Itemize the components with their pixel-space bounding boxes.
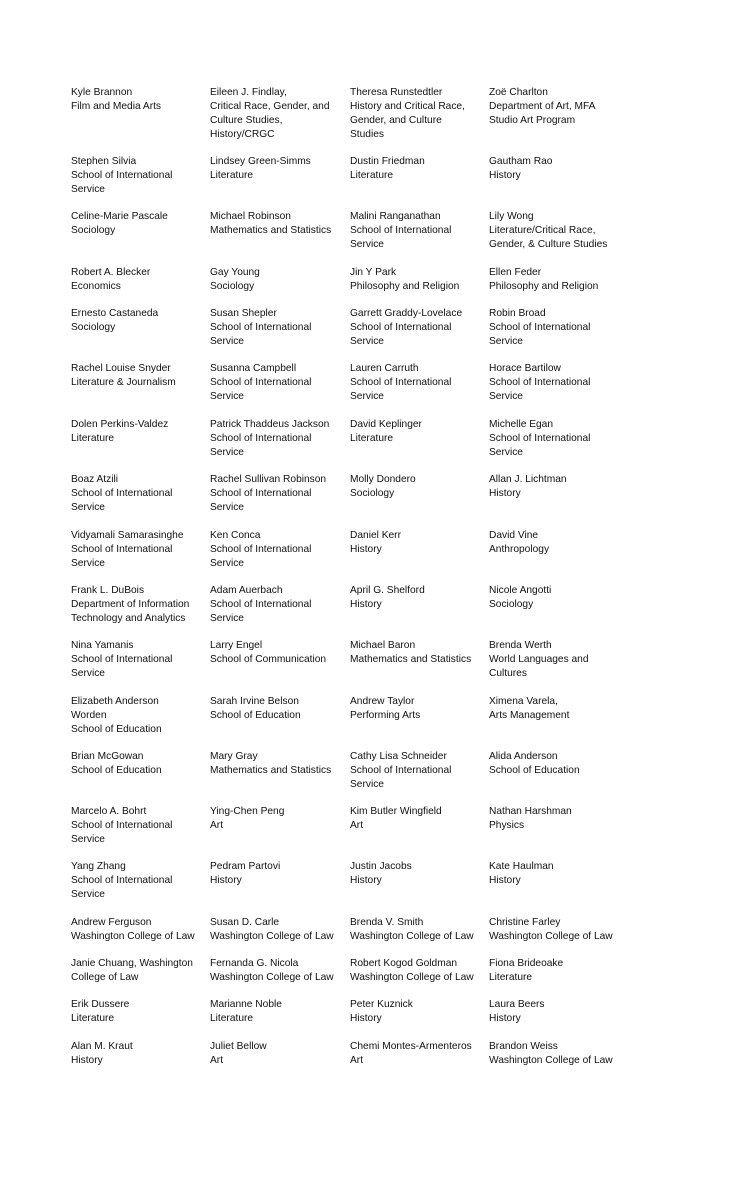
signatory-affiliation-line: Washington College of Law — [489, 931, 613, 942]
signatory-name: Zoë Charlton — [489, 87, 548, 98]
signatory-affiliation-line: History and Critical Race, — [350, 101, 465, 112]
signatory-name: Andrew Taylor — [350, 696, 415, 707]
signatory-entry — [350, 805, 484, 833]
signatory-affiliation-line: Literature — [350, 433, 394, 444]
signatory-entry — [350, 307, 484, 349]
signatory-entry — [350, 998, 484, 1026]
signatory-name: Ken Conca — [210, 530, 261, 541]
signatory-affiliation-line: School of International — [71, 488, 173, 499]
signatory-affiliation-line: Service — [350, 239, 384, 250]
signatory-name: Nicole Angotti — [489, 585, 552, 596]
signatory-affiliation-line: School of International — [71, 544, 173, 555]
signatory-entry — [489, 1040, 623, 1068]
signatory-name: Daniel Kerr — [350, 530, 401, 541]
signatory-name: Patrick Thaddeus Jackson — [210, 419, 330, 430]
signatory-affiliation-line: Washington College of Law — [350, 931, 474, 942]
signatory-affiliation-line: School of International — [210, 488, 312, 499]
signatory-affiliation-line: Sociology — [210, 281, 255, 292]
signatory-affiliation-line: Performing Arts — [350, 710, 421, 721]
signatory-entry — [210, 473, 344, 515]
signatory-entry — [71, 362, 205, 390]
signatory-affiliation-line: School of International — [350, 225, 452, 236]
signatory-affiliation-line: Literature — [489, 972, 533, 983]
signatory-entry — [350, 418, 484, 446]
signatory-name: Brenda Werth — [489, 640, 552, 651]
signatory-affiliation-line: College of Law — [71, 972, 139, 983]
signatory-name: David Vine — [489, 530, 539, 541]
signatory-affiliation-line: School of International — [350, 765, 452, 776]
signatory-affiliation-line: Service — [210, 502, 244, 513]
signatory-entry — [489, 266, 623, 294]
signatory-entry — [489, 805, 623, 833]
signatory-entry — [71, 155, 205, 197]
signatory-affiliation-line: Philosophy and Religion — [489, 281, 599, 292]
signatory-affiliation-line: Service — [71, 184, 105, 195]
signatory-name: Dolen Perkins-Valdez — [71, 419, 169, 430]
signatory-affiliation-line: School of International — [71, 820, 173, 831]
signatory-affiliation-line: Worden — [71, 710, 107, 721]
signatory-entry — [71, 584, 205, 626]
signatory-entry — [210, 750, 344, 778]
signatory-affiliation-line: Washington College of Law — [210, 972, 334, 983]
signatory-name: Ernesto Castaneda — [71, 308, 159, 319]
signatory-name: Robin Broad — [489, 308, 546, 319]
signatory-name: Adam Auerbach — [210, 585, 283, 596]
signatory-name: Michael Baron — [350, 640, 416, 651]
signatory-entry — [489, 418, 623, 460]
signatory-affiliation-line: Service — [210, 391, 244, 402]
signatory-entry — [210, 639, 344, 667]
signatory-affiliation-line: Gender, & Culture Studies — [489, 239, 608, 250]
signatory-entry — [210, 266, 344, 294]
signatory-affiliation-line: Cultures — [489, 668, 527, 679]
signatory-entry — [489, 584, 623, 612]
signatory-entry — [489, 998, 623, 1026]
signatory-affiliation-line: Washington College of Law — [350, 972, 474, 983]
signatory-entry — [210, 155, 344, 183]
signatory-name: Gay Young — [210, 267, 260, 278]
signatory-entry — [71, 639, 205, 681]
signatory-affiliation-line: Sociology — [350, 488, 395, 499]
signatory-name: Stephen Silvia — [71, 156, 137, 167]
signatory-name: Alan M. Kraut — [71, 1041, 133, 1052]
signatory-affiliation-line: Service — [489, 336, 523, 347]
signatory-affiliation-line: Service — [71, 834, 105, 845]
signatory-affiliation-line: School of Education — [71, 724, 162, 735]
signatory-entry — [350, 695, 484, 723]
signatory-name: Brenda V. Smith — [350, 917, 424, 928]
signatory-entry — [489, 307, 623, 349]
signatory-affiliation-line: Department of Information — [71, 599, 190, 610]
signatory-affiliation-line: Service — [71, 668, 105, 679]
signatory-affiliation-line: School of International — [71, 654, 173, 665]
signatory-affiliation-line: Service — [210, 336, 244, 347]
signatory-entry — [350, 860, 484, 888]
signatory-affiliation-line: School of Education — [489, 765, 580, 776]
signatory-entry — [489, 155, 623, 183]
signatory-entry — [71, 473, 205, 515]
signatory-name: Michael Robinson — [210, 211, 291, 222]
signatory-entry — [489, 750, 623, 778]
signatory-name: April G. Shelford — [350, 585, 425, 596]
signatory-affiliation-line: Technology and Analytics — [71, 613, 186, 624]
signatory-entry — [71, 529, 205, 571]
signatory-entry — [489, 86, 623, 128]
signatory-entry — [489, 473, 623, 501]
signatory-name: Yang Zhang — [71, 861, 126, 872]
signatory-name: Peter Kuznick — [350, 999, 413, 1010]
signatory-name: Eileen J. Findlay, — [210, 87, 287, 98]
signatory-entry — [71, 86, 205, 114]
signatory-name: Lily Wong — [489, 211, 534, 222]
signatory-name: Robert Kogod Goldman — [350, 958, 458, 969]
signatory-affiliation-line: Art — [210, 1055, 224, 1066]
signatory-affiliation-line: History — [489, 1013, 521, 1024]
signatory-affiliation-line: School of Communication — [210, 654, 327, 665]
signatory-name: Vidyamali Samarasinghe — [71, 530, 184, 541]
signatory-affiliation-line: History/CRGC — [210, 129, 275, 140]
signatory-affiliation-line: Studies — [350, 129, 384, 140]
signatory-entry — [71, 1040, 205, 1068]
signatory-name: Nina Yamanis — [71, 640, 134, 651]
signatory-name: Frank L. DuBois — [71, 585, 145, 596]
signatory-name: Michelle Egan — [489, 419, 553, 430]
signatory-name: Dustin Friedman — [350, 156, 425, 167]
signatory-name: Susan D. Carle — [210, 917, 280, 928]
signatory-affiliation-line: History — [350, 544, 382, 555]
signatory-entry — [489, 639, 623, 681]
signatory-affiliation-line: Service — [350, 391, 384, 402]
signatory-name: Sarah Irvine Belson — [210, 696, 299, 707]
signatory-name: Theresa Runstedtler — [350, 87, 443, 98]
signatory-name: Robert A. Blecker — [71, 267, 151, 278]
signatory-entry — [210, 86, 344, 142]
signatory-affiliation-line: History — [350, 1013, 382, 1024]
signatory-name: Horace Bartilow — [489, 363, 561, 374]
signatory-affiliation-line: Department of Art, MFA — [489, 101, 596, 112]
signatory-entry — [210, 362, 344, 404]
signatory-name: Boaz Atzili — [71, 474, 118, 485]
signatory-name: Allan J. Lichtman — [489, 474, 567, 485]
signatory-name: Jin Y Park — [350, 267, 397, 278]
signatory-entry — [71, 750, 205, 778]
signatory-entry — [350, 86, 484, 142]
signatory-affiliation-line: Film and Media Arts — [71, 101, 162, 112]
signatory-entry — [210, 695, 344, 723]
signatory-affiliation-line: Service — [489, 447, 523, 458]
signatory-affiliation-line: Studio Art Program — [489, 115, 576, 126]
signatory-entry — [71, 266, 205, 294]
signatory-name: Molly Dondero — [350, 474, 416, 485]
signatory-entry — [489, 362, 623, 404]
signatory-name: Garrett Graddy-Lovelace — [350, 308, 463, 319]
signatory-affiliation-line: Service — [489, 391, 523, 402]
signatory-name: Pedram Partovi — [210, 861, 281, 872]
signatory-name: Brandon Weiss — [489, 1041, 558, 1052]
signatory-name: Juliet Bellow — [210, 1041, 267, 1052]
signatory-name: Kyle Brannon — [71, 87, 133, 98]
signatory-affiliation-line: Literature & Journalism — [71, 377, 176, 388]
signatory-name: Chemi Montes-Armenteros — [350, 1041, 472, 1052]
signatory-affiliation-line: History — [350, 875, 382, 886]
signatory-name: Rachel Louise Snyder — [71, 363, 171, 374]
signatory-entry — [210, 307, 344, 349]
signatory-entry — [71, 860, 205, 902]
signatory-entry — [71, 418, 205, 446]
signatory-affiliation-line: Sociology — [71, 225, 116, 236]
signatory-name: Nathan Harshman — [489, 806, 572, 817]
signatory-name: Malini Ranganathan — [350, 211, 441, 222]
signatory-affiliation-line: Service — [350, 336, 384, 347]
signatory-entry — [350, 1040, 484, 1068]
signatory-entry — [350, 916, 484, 944]
signatory-name: Lauren Carruth — [350, 363, 419, 374]
signatory-entry — [71, 210, 205, 238]
signatory-entry — [210, 1040, 344, 1068]
signatory-affiliation-line: Literature — [350, 170, 394, 181]
signatory-entry — [489, 695, 623, 723]
signatory-name: Marcelo A. Bohrt — [71, 806, 147, 817]
signatory-name: Ximena Varela, — [489, 696, 558, 707]
signatory-affiliation-line: Physics — [489, 820, 525, 831]
signatory-entry — [489, 529, 623, 557]
signatory-name: Marianne Noble — [210, 999, 282, 1010]
signatory-affiliation-line: Service — [350, 779, 384, 790]
signatory-entry — [489, 210, 623, 252]
signatory-entry — [210, 916, 344, 944]
signatory-affiliation-line: Service — [71, 502, 105, 513]
signatory-entry — [71, 916, 205, 944]
signatory-affiliation-line: Literature/Critical Race, — [489, 225, 596, 236]
signatory-entry — [350, 155, 484, 183]
signatory-affiliation-line: School of International — [489, 322, 591, 333]
signatory-entry — [210, 584, 344, 626]
signatory-affiliation-line: Arts Management — [489, 710, 570, 721]
signatory-affiliation-line: School of International — [210, 377, 312, 388]
signatory-name: Fiona Brideoake — [489, 958, 564, 969]
signatory-affiliation-line: Critical Race, Gender, and — [210, 101, 330, 112]
signatory-affiliation-line: Art — [210, 820, 224, 831]
signatory-name: Andrew Ferguson — [71, 917, 152, 928]
signatory-affiliation-line: Service — [71, 889, 105, 900]
signatory-affiliation-line: Service — [71, 558, 105, 569]
signatory-affiliation-line: Mathematics and Statistics — [350, 654, 472, 665]
signatory-name: Ellen Feder — [489, 267, 542, 278]
signatory-affiliation-line: School of International — [210, 544, 312, 555]
signatory-entry — [71, 957, 205, 985]
signatory-entry — [210, 418, 344, 460]
signatory-entry — [350, 529, 484, 557]
signatory-affiliation-line: Mathematics and Statistics — [210, 225, 332, 236]
signatory-affiliation-line: Literature — [71, 433, 115, 444]
signatory-affiliation-line: Culture Studies, — [210, 115, 283, 126]
signatory-affiliation-line: Washington College of Law — [489, 1055, 613, 1066]
signatory-name: Brian McGowan — [71, 751, 144, 762]
signatory-entry — [350, 362, 484, 404]
signatory-affiliation-line: School of Education — [71, 765, 162, 776]
signatory-affiliation-line: Sociology — [489, 599, 534, 610]
signatory-affiliation-line: School of International — [210, 433, 312, 444]
signatory-affiliation-line: School of International — [210, 599, 312, 610]
signatory-affiliation-line: World Languages and — [489, 654, 589, 665]
signatory-affiliation-line: History — [489, 875, 521, 886]
signatory-affiliation-line: Literature — [210, 1013, 254, 1024]
signatory-affiliation-line: School of International — [210, 322, 312, 333]
signatory-entry — [350, 266, 484, 294]
signatory-name: Janie Chuang, Washington — [71, 958, 193, 969]
signatory-name: Kate Haulman — [489, 861, 554, 872]
signatory-entry — [210, 957, 344, 985]
signatory-affiliation-line: Washington College of Law — [210, 931, 334, 942]
signatory-affiliation-line: Art — [350, 820, 364, 831]
signatory-name: Lindsey Green-Simms — [210, 156, 311, 167]
signatory-affiliation-line: Literature — [210, 170, 254, 181]
signatory-name: Alida Anderson — [489, 751, 558, 762]
signatory-name: Christine Farley — [489, 917, 561, 928]
signatory-entry — [489, 957, 623, 985]
signatory-affiliation-line: Service — [210, 613, 244, 624]
signatory-entry — [210, 210, 344, 238]
signatory-name: Erik Dussere — [71, 999, 130, 1010]
signatory-name: Celine-Marie Pascale — [71, 211, 168, 222]
signatory-name: David Keplinger — [350, 419, 422, 430]
signatory-affiliation-line: History — [489, 170, 521, 181]
signatory-affiliation-line: Anthropology — [489, 544, 550, 555]
signatory-affiliation-line: Mathematics and Statistics — [210, 765, 332, 776]
signatory-affiliation-line: School of Education — [210, 710, 301, 721]
signatory-name: Mary Gray — [210, 751, 258, 762]
signatory-affiliation-line: History — [489, 488, 521, 499]
signatory-name: Fernanda G. Nicola — [210, 958, 299, 969]
signatory-entry — [210, 860, 344, 888]
signatory-entry — [210, 805, 344, 833]
signatory-affiliation-line: Literature — [71, 1013, 115, 1024]
signatory-name: Larry Engel — [210, 640, 263, 651]
signatory-affiliation-line: School of International — [71, 170, 173, 181]
signatory-affiliation-line: Service — [210, 447, 244, 458]
signatory-name: Rachel Sullivan Robinson — [210, 474, 327, 485]
signatory-name: Susanna Campbell — [210, 363, 297, 374]
signatory-name: Kim Butler Wingfield — [350, 806, 442, 817]
signatory-affiliation-line: History — [210, 875, 242, 886]
signatory-affiliation-line: Sociology — [71, 322, 116, 333]
signatory-affiliation-line: Art — [350, 1055, 364, 1066]
signatory-entry — [350, 584, 484, 612]
signatory-name: Justin Jacobs — [350, 861, 412, 872]
signatory-entry — [350, 210, 484, 252]
signatory-name: Laura Beers — [489, 999, 545, 1010]
signatory-affiliation-line: History — [350, 599, 382, 610]
signatory-entry — [71, 805, 205, 847]
signatory-entry — [350, 473, 484, 501]
signatory-affiliation-line: Gender, and Culture — [350, 115, 442, 126]
signatory-affiliation-line: School of International — [489, 377, 591, 388]
signatory-name: Ying-Chen Peng — [210, 806, 285, 817]
signatory-entry — [350, 750, 484, 792]
signatory-entry — [350, 639, 484, 667]
signatory-affiliation-line: School of International — [350, 377, 452, 388]
signatory-entry — [210, 998, 344, 1026]
signatory-entry — [489, 916, 623, 944]
signatory-affiliation-line: Service — [210, 558, 244, 569]
signatory-name: Susan Shepler — [210, 308, 277, 319]
signatory-affiliation-line: Philosophy and Religion — [350, 281, 460, 292]
signatory-entry — [71, 998, 205, 1026]
signatory-name: Cathy Lisa Schneider — [350, 751, 447, 762]
signatory-affiliation-line: History — [71, 1055, 103, 1066]
signatory-name: Gautham Rao — [489, 156, 553, 167]
signatory-affiliation-line: School of International — [71, 875, 173, 886]
signatory-entry — [489, 860, 623, 888]
signatory-entry — [350, 957, 484, 985]
signatory-affiliation-line: School of International — [350, 322, 452, 333]
signatory-affiliation-line: School of International — [489, 433, 591, 444]
signatory-name: Elizabeth Anderson — [71, 696, 159, 707]
signatory-affiliation-line: Washington College of Law — [71, 931, 195, 942]
signatory-entry — [210, 529, 344, 571]
signatory-entry — [71, 695, 205, 737]
signatory-entry — [71, 307, 205, 335]
signatory-affiliation-line: Economics — [71, 281, 121, 292]
